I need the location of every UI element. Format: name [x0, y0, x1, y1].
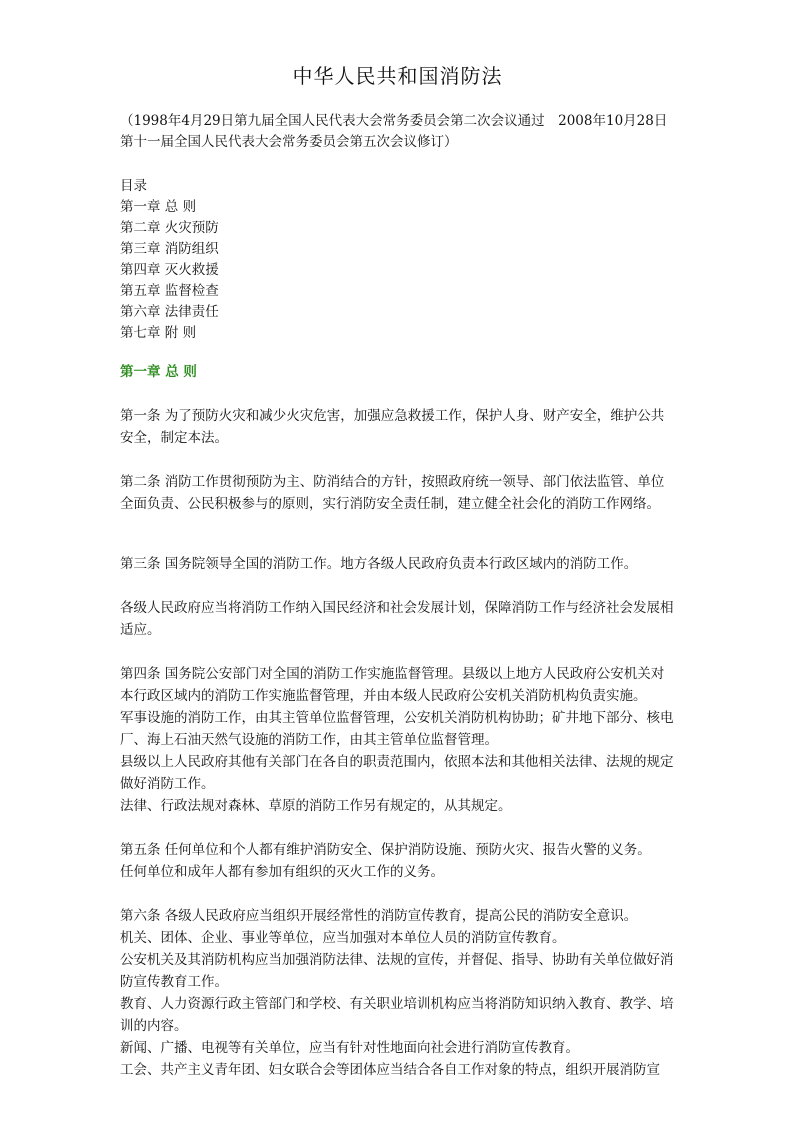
article-text: 工会、共产主义青年团、妇女联合会等团体应当结合各自工作对象的特点，组织开展消防宣	[120, 1062, 660, 1078]
document-subtitle: （1998年4月29日第九届全国人民代表大会常务委员会第二次会议通过 2008年10月28日第十一届全国人民代表大会常务委员会第五次会议修订）	[120, 113, 668, 150]
toc-item: 第一章 总 则	[120, 199, 197, 215]
toc-item: 第七章 附 则	[120, 325, 197, 341]
article-text: 县级以上人民政府其他有关部门在各自的职责范围内，依照本法和其他相关法律、法规的规定做好消防工作。	[120, 754, 674, 792]
article-text: 军事设施的消防工作，由其主管单位监督管理，公安机关消防机构协助；矿井地下部分、核电厂、海上石油天然气设施的消防工作，由其主管单位监督管理。	[120, 710, 674, 748]
article-text: 第六条 各级人民政府应当组织开展经常性的消防宣传教育，提高公民的消防安全意识。	[120, 908, 638, 924]
article-4	[120, 663, 675, 817]
table-of-contents	[120, 176, 675, 344]
article-1	[120, 405, 675, 449]
article-6	[120, 905, 675, 1081]
toc-item: 第二章 火灾预防	[120, 220, 219, 236]
article-3-paragraph	[120, 597, 675, 641]
chapter-heading: 第一章 总 则	[120, 364, 197, 380]
article-2	[120, 471, 675, 515]
article-text: 机关、团体、企业、事业等单位，应当加强对本单位人员的消防宣传教育。	[120, 930, 566, 946]
article-text: 公安机关及其消防机构应当加强消防法律、法规的宣传，并督促、指导、协助有关单位做好消防宣传教育工作。	[120, 952, 674, 990]
article-text: 新闻、广播、电视等有关单位，应当有针对性地面向社会进行消防宣传教育。	[120, 1040, 579, 1056]
toc-item: 第三章 消防组织	[120, 241, 219, 257]
article-5	[120, 839, 675, 883]
article-text: 教育、人力资源行政主管部门和学校、有关职业培训机构应当将消防知识纳入教育、教学、培训的内容。	[120, 996, 674, 1034]
article-text: 第四条 国务院公安部门对全国的消防工作实施监督管理。县级以上地方人民政府公安机关对本行政区域内的消防工作实施监督管理，并由本级人民政府公安机关消防机构负责实施。	[120, 666, 665, 704]
document-title: 中华人民共和国消防法	[292, 64, 503, 88]
article-text: 第二条 消防工作贯彻预防为主、防消结合的方针，按照政府统一领导、部门依法监管、单位全面负责、公民积极参与的原则，实行消防安全责任制，建立健全社会化的消防工作网络。	[120, 474, 665, 512]
article-text: 第三条 国务院领导全国的消防工作。地方各级人民政府负责本行政区域内的消防工作。	[120, 556, 638, 572]
toc-item: 第五章 监督检查	[120, 283, 219, 299]
article-text: 任何单位和成年人都有参加有组织的灭火工作的义务。	[120, 864, 444, 880]
article-3	[120, 553, 675, 575]
article-text: 第一条 为了预防火灾和减少火灾危害，加强应急救援工作，保护人身、财产安全，维护公共安全，制定本法。	[120, 408, 665, 446]
toc-heading: 目录	[120, 178, 147, 194]
article-text: 第五条 任何单位和个人都有维护消防安全、保护消防设施、预防火灾、报告火警的义务。	[120, 842, 651, 858]
article-text: 各级人民政府应当将消防工作纳入国民经济和社会发展计划，保障消防工作与经济社会发展相适应。	[120, 600, 674, 638]
toc-item: 第六章 法律责任	[120, 304, 219, 320]
article-text: 法律、行政法规对森林、草原的消防工作另有规定的，从其规定。	[120, 798, 512, 814]
toc-item: 第四章 灭火救援	[120, 262, 219, 278]
